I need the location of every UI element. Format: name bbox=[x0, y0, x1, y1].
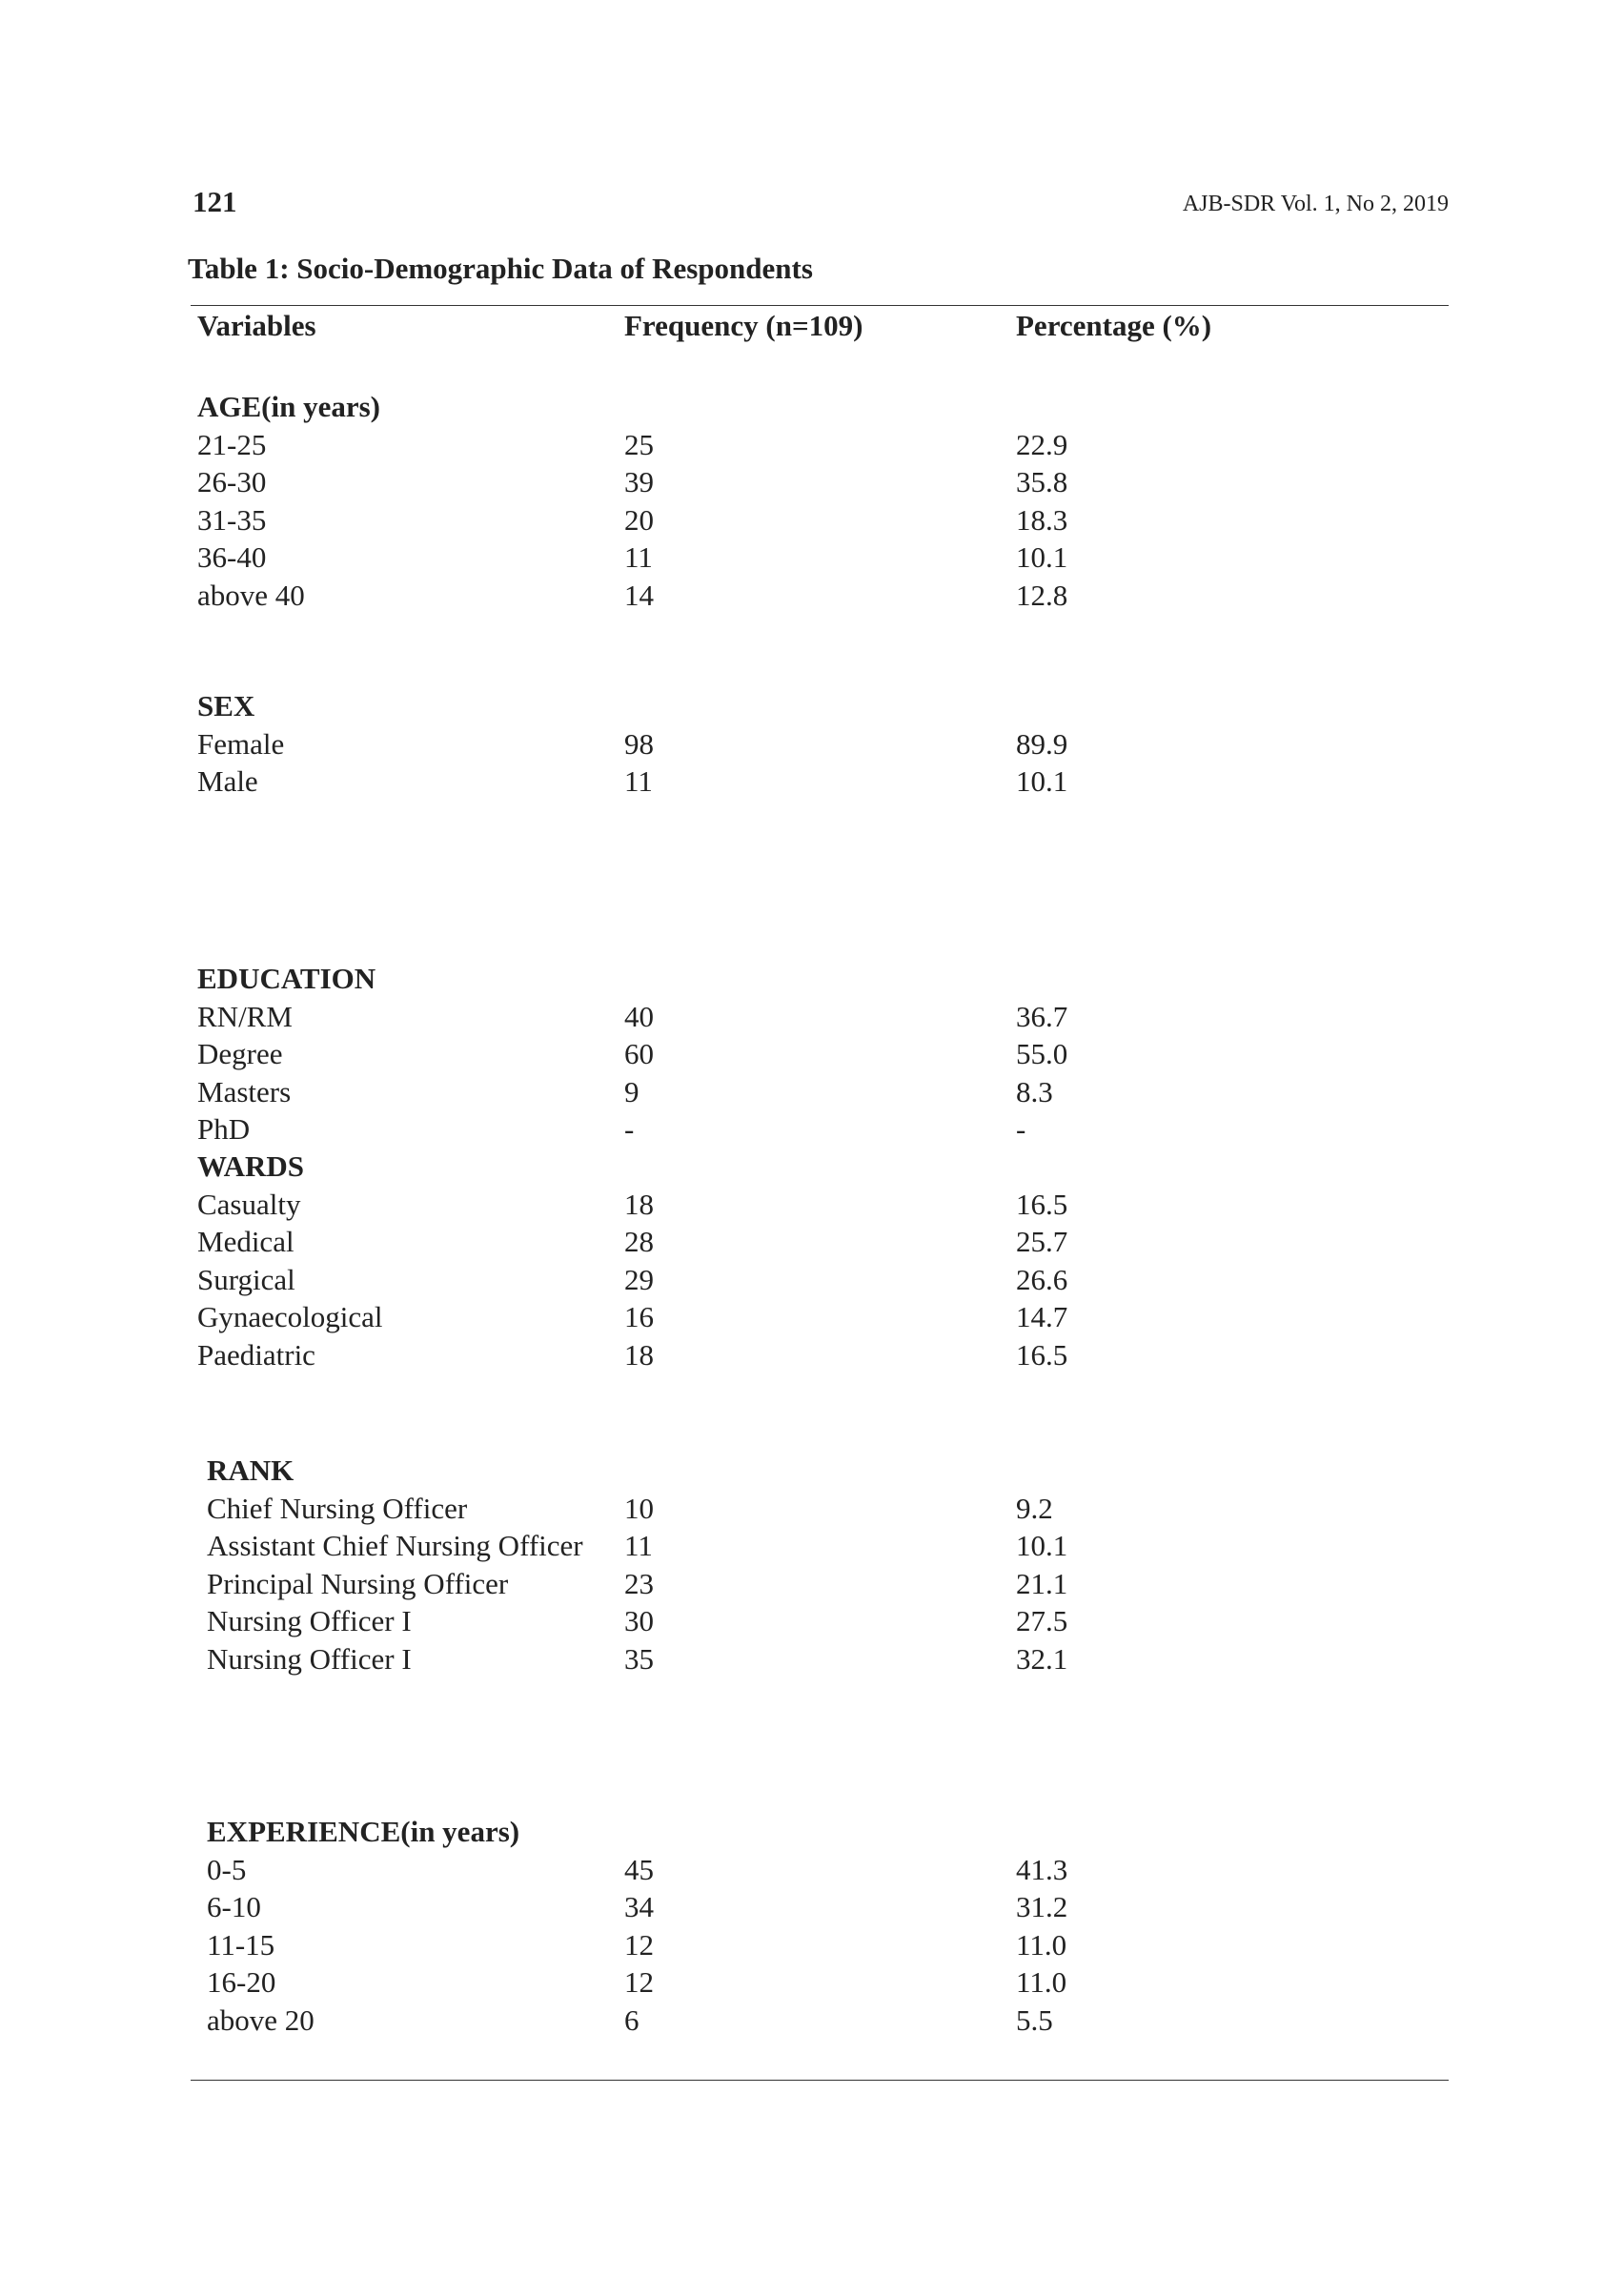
table-row bbox=[0, 2002, 1624, 2039]
section-title-sex: SEX bbox=[197, 689, 255, 722]
row-frequency: 6 bbox=[624, 2003, 639, 2037]
table-row bbox=[0, 501, 1624, 539]
section-title-age: AGE(in years) bbox=[197, 390, 381, 423]
table-row bbox=[0, 725, 1624, 762]
table-row bbox=[0, 1336, 1624, 1373]
row-label: Medical bbox=[197, 1225, 294, 1259]
row-percentage: 35.8 bbox=[1016, 465, 1068, 499]
row-percentage: 16.5 bbox=[1016, 1188, 1068, 1221]
row-frequency: - bbox=[624, 1112, 635, 1147]
table-row bbox=[0, 762, 1624, 800]
row-frequency: 11 bbox=[624, 1529, 653, 1563]
table-row bbox=[0, 1565, 1624, 1602]
row-label: Paediatric bbox=[197, 1337, 315, 1372]
row-percentage: 14.7 bbox=[1016, 1300, 1068, 1334]
row-frequency: 14 bbox=[624, 578, 654, 612]
row-percentage: 10.1 bbox=[1016, 1529, 1068, 1563]
table-row bbox=[0, 1298, 1624, 1335]
table-row bbox=[0, 539, 1624, 576]
row-percentage: 22.9 bbox=[1016, 428, 1068, 461]
row-label: Masters bbox=[197, 1074, 292, 1108]
row-frequency: 30 bbox=[624, 1604, 654, 1638]
section-title-wards: WARDS bbox=[197, 1149, 304, 1183]
row-frequency: 16 bbox=[624, 1300, 654, 1334]
row-percentage: 31.2 bbox=[1016, 1890, 1068, 1924]
row-frequency: 10 bbox=[624, 1492, 654, 1525]
row-label: 16-20 bbox=[207, 1965, 276, 2000]
row-frequency: 25 bbox=[624, 428, 654, 461]
row-label: Casualty bbox=[197, 1188, 301, 1221]
row-label: 21-25 bbox=[197, 428, 267, 461]
row-frequency: 45 bbox=[624, 1853, 654, 1886]
row-label: 11-15 bbox=[207, 1927, 275, 1962]
row-percentage: 21.1 bbox=[1016, 1566, 1068, 1600]
table-row bbox=[0, 1527, 1624, 1564]
row-label: Degree bbox=[197, 1037, 283, 1071]
running-header: AJB-SDR Vol. 1, No 2, 2019 bbox=[1182, 192, 1449, 216]
row-percentage: 26.6 bbox=[1016, 1262, 1068, 1296]
row-percentage: 41.3 bbox=[1016, 1853, 1068, 1886]
row-percentage: 8.3 bbox=[1016, 1074, 1053, 1108]
section-title-rank: RANK bbox=[207, 1454, 294, 1487]
row-label: above 20 bbox=[207, 2003, 315, 2037]
row-frequency: 39 bbox=[624, 465, 654, 499]
row-frequency: 9 bbox=[624, 1074, 639, 1108]
row-percentage: 18.3 bbox=[1016, 502, 1068, 537]
row-label: 26-30 bbox=[197, 465, 267, 499]
table-row bbox=[0, 1602, 1624, 1639]
row-percentage: 55.0 bbox=[1016, 1037, 1068, 1071]
row-label: 0-5 bbox=[207, 1853, 247, 1886]
row-frequency: 18 bbox=[624, 1337, 654, 1372]
row-label: 36-40 bbox=[197, 540, 267, 575]
row-frequency: 34 bbox=[624, 1890, 654, 1924]
row-label: 6-10 bbox=[207, 1890, 261, 1924]
row-percentage: 12.8 bbox=[1016, 578, 1068, 612]
table-row bbox=[0, 1851, 1624, 1888]
table-row bbox=[0, 1490, 1624, 1527]
table-row bbox=[0, 577, 1624, 614]
row-frequency: 40 bbox=[624, 1000, 654, 1033]
row-percentage: 11.0 bbox=[1016, 1927, 1067, 1962]
row-frequency: 23 bbox=[624, 1566, 654, 1600]
table-row bbox=[0, 463, 1624, 500]
table-title: Table 1: Socio-Demographic Data of Respondents bbox=[188, 252, 813, 285]
table-row bbox=[0, 1035, 1624, 1072]
table-row bbox=[0, 1888, 1624, 1925]
row-label: Nursing Officer I bbox=[207, 1641, 412, 1676]
row-label: Chief Nursing Officer bbox=[207, 1492, 468, 1525]
table-row bbox=[0, 1073, 1624, 1110]
row-percentage: 10.1 bbox=[1016, 764, 1068, 799]
section-title-education: EDUCATION bbox=[197, 962, 376, 995]
row-frequency: 29 bbox=[624, 1262, 654, 1296]
table-bottom-rule bbox=[191, 2080, 1449, 2081]
row-percentage: 32.1 bbox=[1016, 1641, 1068, 1676]
page-number: 121 bbox=[193, 185, 237, 218]
row-percentage: 9.2 bbox=[1016, 1492, 1053, 1525]
table-row bbox=[0, 998, 1624, 1035]
header-frequency: Frequency (n=109) bbox=[624, 309, 863, 342]
row-frequency: 18 bbox=[624, 1188, 654, 1221]
row-frequency: 35 bbox=[624, 1641, 654, 1676]
table-top-rule bbox=[191, 305, 1449, 306]
row-frequency: 28 bbox=[624, 1225, 654, 1259]
header-variables: Variables bbox=[197, 309, 316, 342]
row-frequency: 60 bbox=[624, 1037, 654, 1071]
row-label: PhD bbox=[197, 1112, 251, 1147]
row-label: Nursing Officer I bbox=[207, 1604, 412, 1638]
row-label: Principal Nursing Officer bbox=[207, 1566, 509, 1600]
row-label: Assistant Chief Nursing Officer bbox=[207, 1529, 583, 1563]
row-frequency: 98 bbox=[624, 727, 654, 761]
header-percentage: Percentage (%) bbox=[1016, 309, 1212, 342]
row-percentage: 11.0 bbox=[1016, 1965, 1067, 2000]
row-label: Gynaecological bbox=[197, 1300, 383, 1334]
row-percentage: 10.1 bbox=[1016, 540, 1068, 575]
table-row bbox=[0, 1963, 1624, 2001]
row-frequency: 12 bbox=[624, 1927, 654, 1962]
table-row bbox=[0, 1640, 1624, 1677]
row-label: Female bbox=[197, 727, 285, 761]
row-frequency: 20 bbox=[624, 502, 654, 537]
table-row bbox=[0, 1223, 1624, 1260]
row-percentage: 5.5 bbox=[1016, 2003, 1053, 2037]
row-percentage: 16.5 bbox=[1016, 1337, 1068, 1372]
row-label: Surgical bbox=[197, 1262, 295, 1296]
table-header-row bbox=[0, 307, 1624, 345]
table-row bbox=[0, 1261, 1624, 1298]
table-row bbox=[0, 1926, 1624, 1963]
row-percentage: 36.7 bbox=[1016, 1000, 1068, 1033]
row-percentage: 89.9 bbox=[1016, 727, 1068, 761]
table-row bbox=[0, 426, 1624, 463]
row-percentage: 27.5 bbox=[1016, 1604, 1068, 1638]
table-row bbox=[0, 1110, 1624, 1148]
row-frequency: 11 bbox=[624, 764, 653, 799]
row-label: above 40 bbox=[197, 578, 305, 612]
row-label: RN/RM bbox=[197, 1000, 293, 1033]
row-percentage: - bbox=[1016, 1112, 1026, 1147]
row-label: 31-35 bbox=[197, 502, 267, 537]
section-title-experience: EXPERIENCE(in years) bbox=[207, 1815, 520, 1848]
row-label: Male bbox=[197, 764, 258, 799]
row-percentage: 25.7 bbox=[1016, 1225, 1068, 1259]
row-frequency: 12 bbox=[624, 1965, 654, 2000]
table-row bbox=[0, 1186, 1624, 1223]
row-frequency: 11 bbox=[624, 540, 653, 575]
